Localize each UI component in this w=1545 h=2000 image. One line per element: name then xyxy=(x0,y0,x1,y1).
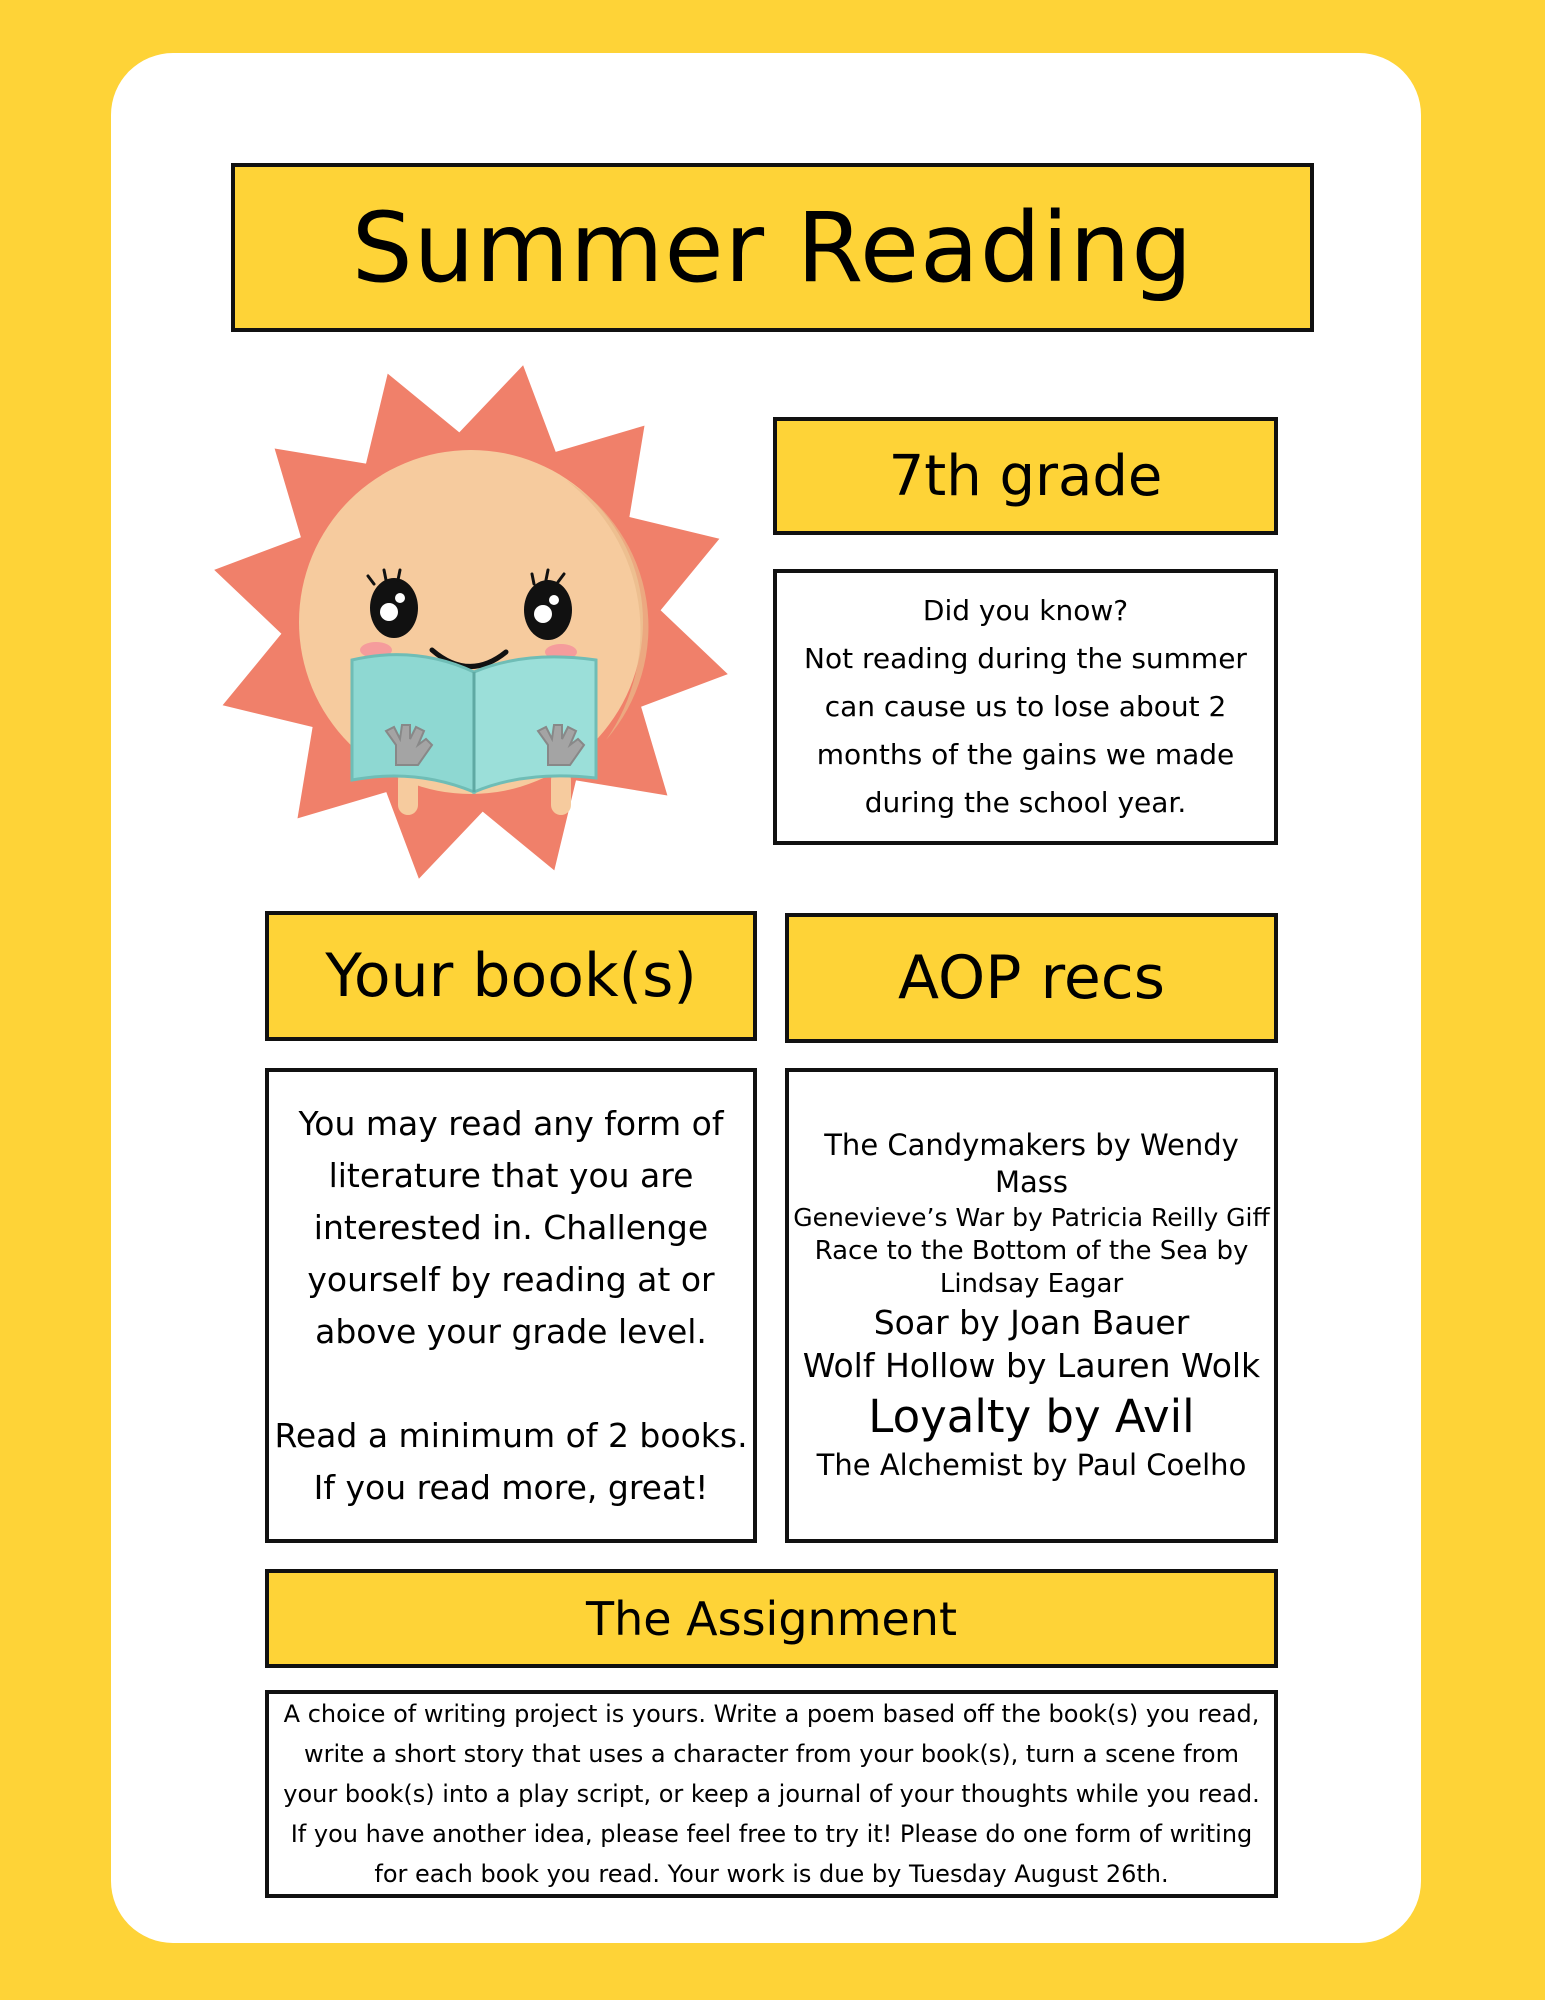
fact-line: Did you know? xyxy=(922,594,1129,627)
assignment-heading-box xyxy=(265,1569,1278,1668)
fact-line: can cause us to lose about 2 xyxy=(824,690,1227,723)
assignment-heading: The Assignment xyxy=(585,1591,957,1646)
your-books-heading: Your book(s) xyxy=(325,941,697,1011)
rec-item: Wolf Hollow by Lauren Wolk xyxy=(802,1346,1261,1386)
rec-item: Lindsay Eagar xyxy=(939,1269,1124,1300)
grade-banner xyxy=(773,417,1278,535)
page-title: Summer Reading xyxy=(351,191,1194,304)
fact-line: Not reading during the summer xyxy=(804,642,1247,675)
aop-recs-heading: AOP recs xyxy=(898,943,1165,1013)
assignment-body xyxy=(265,1690,1278,1898)
your-books-body xyxy=(265,1068,757,1543)
fact-line: months of the gains we made xyxy=(816,738,1235,771)
books-line: You may read any form of xyxy=(298,1103,724,1143)
rec-item: Soar by Joan Bauer xyxy=(873,1303,1190,1343)
rec-item: Race to the Bottom of the Sea by xyxy=(814,1235,1249,1266)
rec-item: Loyalty by Avil xyxy=(868,1390,1195,1444)
books-line: literature that you are xyxy=(328,1155,694,1195)
aop-recs-body xyxy=(785,1068,1278,1543)
your-books-heading-box xyxy=(265,911,757,1041)
book-icon xyxy=(352,655,596,792)
aop-recs-heading-box xyxy=(785,913,1278,1043)
books-line: yourself by reading at or xyxy=(307,1259,715,1299)
rec-item: Genevieve’s War by Patricia Reilly Giff xyxy=(793,1203,1270,1233)
rec-item: The Alchemist by Paul Coelho xyxy=(816,1447,1247,1482)
assignment-line: If you have another idea, please feel free to try it! Please do one form of writing xyxy=(290,1820,1253,1848)
assignment-line: write a short story that uses a character from your book(s), turn a scene from xyxy=(303,1740,1239,1768)
books-line: Read a minimum of 2 books. xyxy=(274,1415,748,1455)
rec-item: The Candymakers by Wendy Mass xyxy=(824,1127,1239,1200)
grade-label: 7th grade xyxy=(888,443,1163,509)
title-banner xyxy=(231,163,1314,332)
fact-line: during the school year. xyxy=(864,786,1187,819)
sun-reading-icon xyxy=(186,360,766,880)
books-line: If you read more, great! xyxy=(313,1467,709,1507)
assignment-line: your book(s) into a play script, or keep a journal of your thoughts while you read. xyxy=(283,1780,1260,1808)
fact-box xyxy=(773,569,1278,845)
assignment-line: A choice of writing project is yours. Write a poem based off the book(s) you read, xyxy=(283,1700,1260,1728)
assignment-line: for each book you read. Your work is due by Tuesday August 26th. xyxy=(374,1860,1169,1888)
books-line: above your grade level. xyxy=(315,1311,707,1351)
books-line: interested in. Challenge xyxy=(313,1207,709,1247)
